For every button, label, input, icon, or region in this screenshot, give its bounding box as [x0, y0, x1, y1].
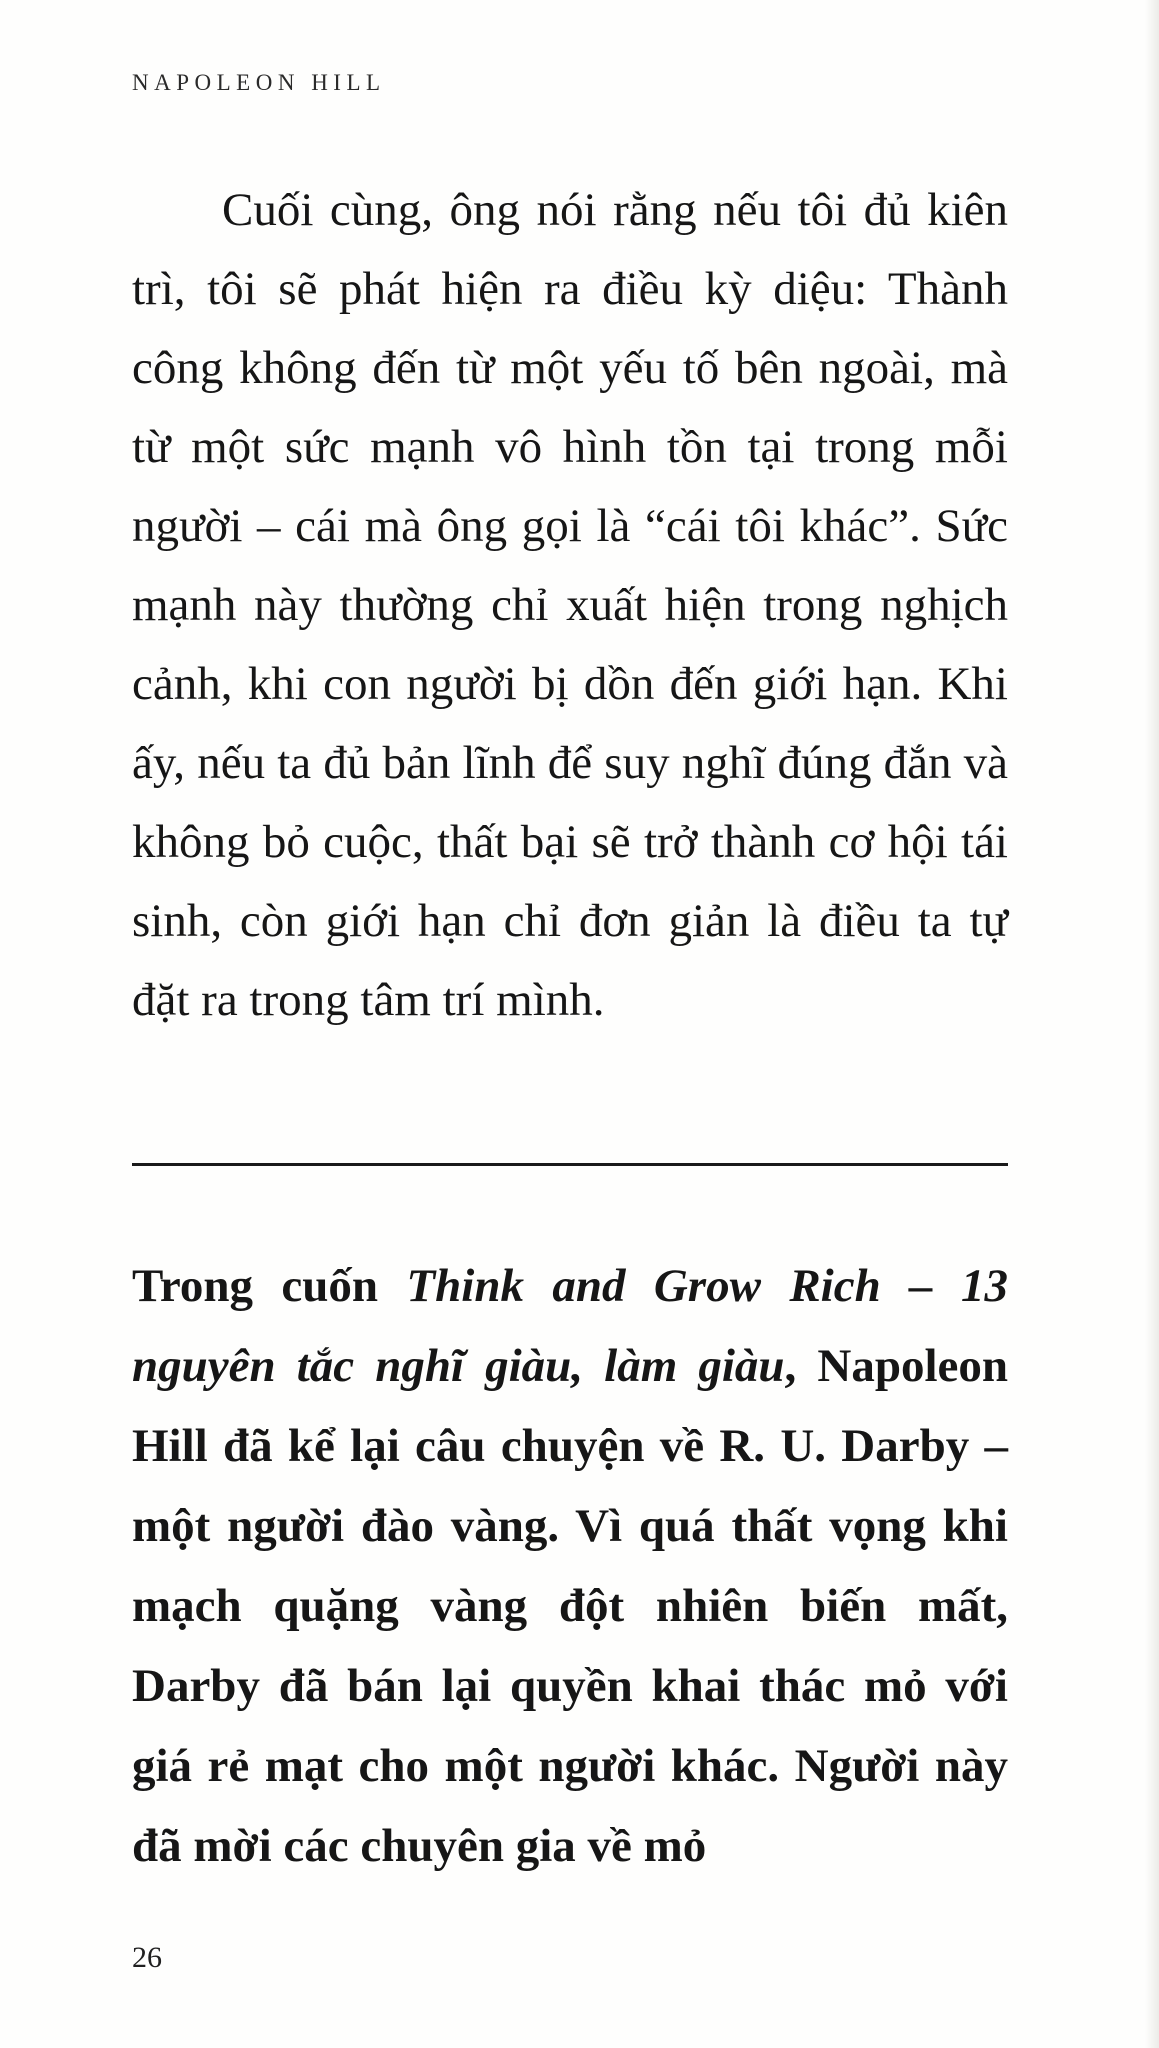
- page-number: 26: [132, 1941, 162, 1974]
- paragraph-2-lead: Trong cuốn: [132, 1260, 407, 1312]
- book-title: Think and Grow Rich – 13 nguyên tắc nghĩ giàu, làm giàu: [132, 1260, 1008, 1392]
- running-head-author: NAPOLEON HILL: [132, 70, 386, 95]
- page-edge-shadow: [1145, 0, 1159, 2048]
- paragraph-1: Cuối cùng, ông nói rằng nếu tôi đủ kiên trì, tôi sẽ phát hiện ra điều kỳ diệu: Thành công không đến từ một yếu tố bên ngoài, mà từ một sức mạnh vô hình tồn tại trong mỗi người – cái mà ông gọi là “cái tôi khác”. Sức mạnh này thường chỉ xuất hiện trong nghịch cảnh, khi con người bị dồn đến giới hạn. Khi ấy, nếu ta đủ bản lĩnh để suy nghĩ đúng đắn và không bỏ cuộc, thất bại sẽ trở thành cơ hội tái sinh, còn giới hạn chỉ đơn giản là điều ta tự đặt ra trong tâm trí mình.: [132, 184, 1008, 1026]
- paragraph-2-rest: , Napoleon Hill đã kể lại câu chuyện về R. U. Darby – một người đào vàng. Vì quá thất vọng khi mạch quặng vàng đột nhiên biến mất, Darby đã bán lại quyền khai thác mỏ với giá rẻ mạt cho một người khác. Người này đã mời các chuyên gia về mỏ: [132, 1340, 1009, 1872]
- paragraph-2: [132, 1246, 1008, 1886]
- section-divider: [132, 1163, 1008, 1166]
